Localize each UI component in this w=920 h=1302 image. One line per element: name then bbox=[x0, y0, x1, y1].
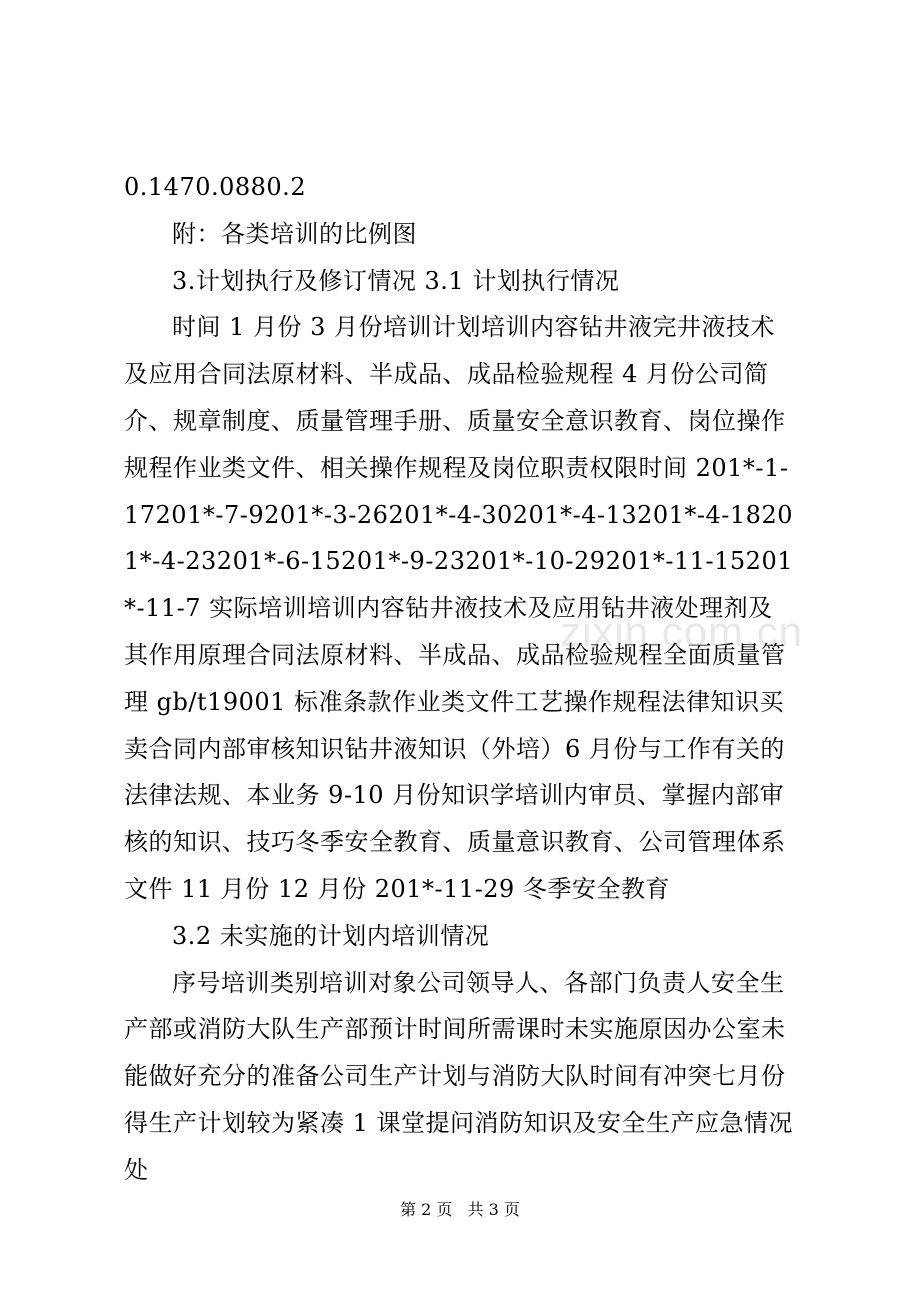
paragraph-unimplemented-training: 序号培训类别培训对象公司领导人、各部门负责人安全生产部或消防大队生产部预计时间所需课时未实施原因办公室未能做好充分的准备公司生产计划与消防大队时间有冲突七月份得生产计划较为紧凑 1 课堂提问消防知识及安全生产应急情况处 bbox=[124, 968, 794, 1184]
section-heading-3: 3.计划执行及修订情况 3.1 计划执行情况 bbox=[172, 266, 620, 295]
watermark-text: zixin.com.cn bbox=[560, 608, 804, 655]
paragraph-plan-execution: 时间 1 月份 3 月份培训计划培训内容钻井液完井液技术及应用合同法原材料、半成品、成品检验规程 4 月份公司简介、规章制度、质量管理手册、质量安全意识教育、岗位操作规程作业类文件、相关操作规程及岗位职责权限时间 201*-1-17201*-7-9201*-3-26201*-4-30201*-4-13201*-4-18201*-4-23201*-6-15201*-9-23201*-10-29201*-11-15201*-11-7 实际培训培训内容钻井液技术及应用钻井液处理剂及其作用原理合同法原材料、半成品、成品检验规程全面质量管理 gb/t19001 标准条款作业类文件工艺操作规程法律知识买卖合同内部审核知识钻井液知识（外培）6 月份与工作有关的法律法规、本业务 9-10 月份知识学培训内审员、掌握内部审核的知识、技巧冬季安全教育、质量意识教育、公司管理体系文件 11 月份 12 月份 201*-11-29 冬季安全教育 bbox=[124, 313, 793, 903]
page-total: 共 3 页 bbox=[467, 1200, 520, 1219]
section-heading-3-2: 3.2 未实施的计划内培训情况 bbox=[172, 921, 490, 950]
page-footer bbox=[0, 1198, 920, 1222]
paragraph-values: 0.1470.0880.2 bbox=[124, 173, 307, 201]
document-body bbox=[124, 164, 796, 1194]
paragraph-attachment-note: 附：各类培训的比例图 bbox=[172, 219, 417, 248]
page-number: 第 2 页 bbox=[400, 1200, 453, 1219]
